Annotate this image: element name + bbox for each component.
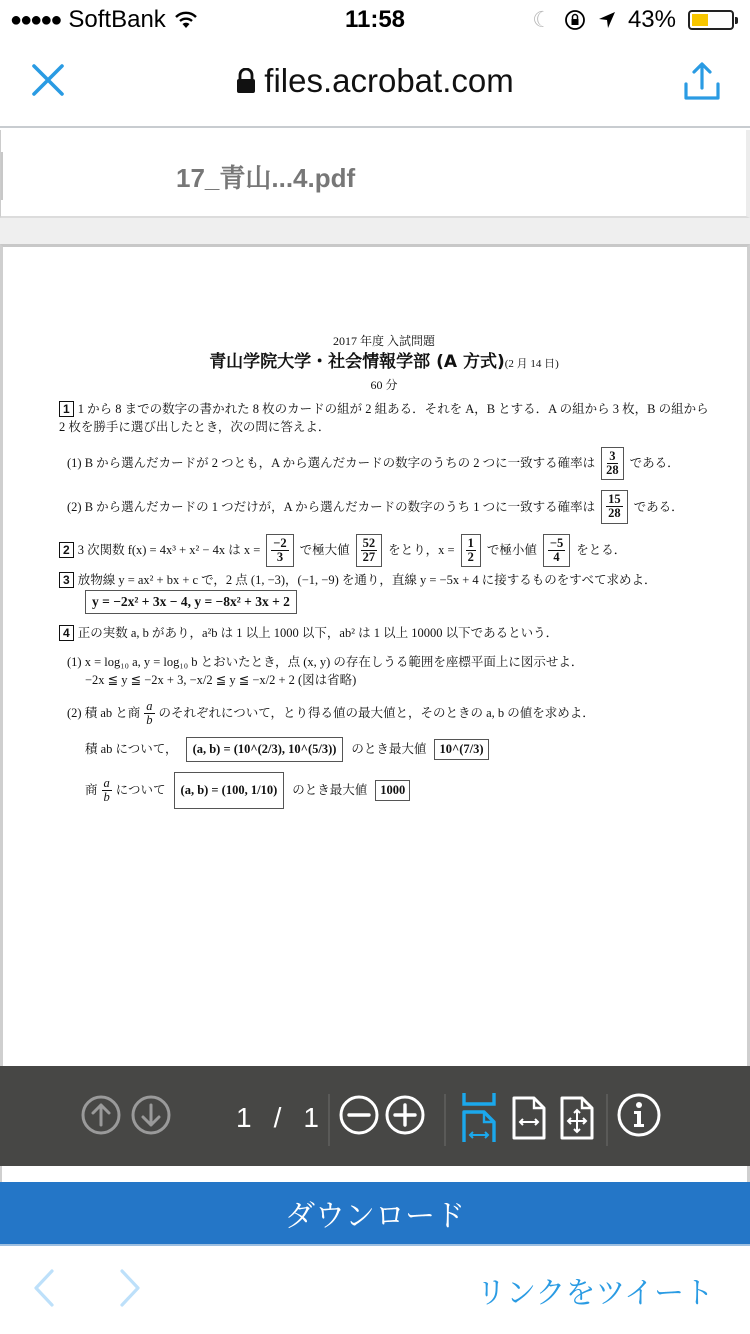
battery-icon — [688, 10, 734, 30]
sub-question-text: のそれぞれについて，とり得る値の最大値と，そのときの a, b の値を求めよ． — [158, 706, 595, 721]
signal-strength-icon: ●●●●● — [10, 8, 61, 31]
zoom-out-icon[interactable] — [338, 1094, 380, 1136]
fraction-numerator: a — [103, 775, 110, 790]
lock-icon — [236, 68, 256, 94]
forward-icon[interactable] — [118, 1268, 144, 1308]
answer-text: のとき最大値 — [351, 742, 427, 757]
question-4 — [59, 624, 709, 643]
question-number: 3 — [59, 572, 74, 588]
fraction-numerator: 3 — [609, 449, 616, 463]
question-text: 3 次関数 f(x) = 4x³ + x² − 4x は x = — [77, 542, 261, 557]
fraction-denominator: b — [146, 713, 153, 728]
fraction-denominator: 4 — [553, 549, 560, 564]
fraction-denominator: 3 — [276, 549, 284, 564]
answer-box: 10^(7/3) — [434, 739, 488, 760]
url-text: files.acrobat.com — [264, 62, 514, 99]
answer-label: 積 ab について， — [85, 742, 178, 757]
question-number: 4 — [59, 625, 74, 641]
divider — [1, 152, 3, 200]
divider — [328, 1094, 330, 1146]
question-4-1: (1) x = log₁₀ a, y = log₁₀ b とおいたとき，点 (x, y) の存在しうる範囲を座標平面上に図示せよ． — [67, 654, 584, 669]
sub-question-tail: である． — [633, 499, 684, 514]
answer-box: y = −2x² + 3x − 4, y = −8x² + 3x + 2 — [85, 590, 297, 614]
battery-level — [692, 14, 708, 26]
question-3 — [59, 571, 709, 590]
carrier-name: SoftBank — [68, 6, 166, 33]
answer-box: 1000 — [375, 780, 410, 801]
question-text: で極大値 — [299, 542, 350, 557]
page-indicator — [236, 1102, 323, 1134]
status-bar — [0, 0, 750, 40]
question-text: 正の実数 a, b があり，a²b は 1 以上 1000 以下，ab² は 1 以上 10000 以下であるという． — [77, 625, 559, 640]
fraction-denominator: 28 — [606, 463, 619, 478]
battery-percent: 43% — [627, 6, 676, 33]
question-text: をとる． — [576, 542, 627, 557]
question-3-answer — [85, 590, 709, 614]
question-text: をとり，x = — [388, 542, 455, 557]
fraction-numerator: 15 — [608, 492, 621, 507]
next-page-icon[interactable] — [130, 1094, 172, 1136]
answer-box: (a, b) = (10^(2/3), 10^(5/3)) — [186, 737, 344, 762]
fit-width-icon[interactable] — [512, 1096, 546, 1140]
document-content — [59, 332, 709, 809]
question-text: 放物線 y = ax² + bx + c で，2 点 (1, −3)，(−1, −9) を通り，直線 y = −5x + 4 に接するものをすべて求めよ． — [77, 572, 657, 587]
fraction-numerator: 52 — [362, 535, 376, 550]
clock: 11:58 — [344, 6, 406, 33]
sub-question-tail: である． — [629, 456, 680, 471]
tweet-link-button[interactable]: リンクをツイート — [476, 1277, 714, 1310]
browser-nav-bar — [0, 40, 750, 128]
answer-box — [356, 534, 383, 567]
question-1 — [59, 400, 709, 438]
previous-page-icon[interactable] — [80, 1094, 122, 1136]
question-text: 1 から 8 までの数字の書かれた 8 枚のカードの組が 2 組ある．それを A，B とする．A の組から 3 枚，B の組から 2 枚を勝手に選び出したとき，次の問に答えよ． — [59, 401, 709, 435]
fraction-numerator: a — [146, 699, 153, 713]
status-right — [532, 6, 734, 34]
doc-title — [59, 350, 709, 376]
zoom-in-icon[interactable] — [384, 1094, 426, 1136]
pdf-toolbar — [0, 1066, 750, 1166]
fraction-denominator: 28 — [608, 506, 621, 521]
page-separator: / — [273, 1102, 286, 1133]
current-page: 1 — [236, 1102, 256, 1133]
info-icon[interactable] — [616, 1092, 662, 1138]
divider — [606, 1094, 608, 1146]
fraction-denominator: 2 — [467, 549, 474, 564]
fraction-denominator: 27 — [362, 549, 376, 564]
answer-box — [461, 534, 481, 567]
file-header — [0, 130, 750, 218]
pdf-page[interactable] — [0, 244, 750, 1068]
doc-date: (2 月 14 日) — [504, 358, 559, 370]
sub-question-text: (1) B から選んだカードが 2 つとも，A から選んだカードの数字のうちの 2 つに一致する確率は — [67, 456, 596, 471]
url-display — [0, 62, 750, 100]
divider — [444, 1094, 446, 1146]
question-text: で極小値 — [486, 542, 537, 557]
doc-header-year: 2017 年度 入試問題 — [332, 334, 435, 348]
question-number: 2 — [59, 542, 74, 558]
answer-label: について — [115, 783, 166, 797]
answer-box — [266, 534, 293, 567]
back-icon[interactable] — [30, 1268, 56, 1308]
quotient-answer-line — [85, 772, 709, 809]
share-icon[interactable] — [682, 62, 722, 102]
download-button[interactable]: ダウンロード — [0, 1182, 750, 1246]
viewer-gap — [0, 218, 750, 244]
fraction-numerator: −2 — [273, 535, 287, 550]
answer-text: のとき最大値 — [292, 783, 368, 797]
doc-title-text: 青山学院大学・社会情報学部 (A 方式) — [209, 352, 505, 372]
fit-page-icon[interactable] — [560, 1096, 594, 1140]
total-pages: 1 — [303, 1102, 323, 1133]
location-icon — [598, 11, 616, 29]
question-4-1-answer: −2x ≦ y ≦ −2x + 3, −x/2 ≦ y ≦ −x/2 + 2 (図は省略) — [85, 673, 357, 688]
doc-time-limit: 60 分 — [370, 377, 398, 392]
sub-question-text: (2) 積 ab と商 — [67, 706, 141, 721]
question-1-1 — [67, 447, 709, 480]
answer-label: 商 — [85, 783, 98, 797]
continuous-scroll-icon[interactable] — [462, 1092, 496, 1142]
product-answer-line — [85, 737, 709, 762]
question-4-2 — [67, 700, 709, 727]
answer-box — [601, 447, 624, 480]
frame-edge — [0, 1166, 2, 1182]
sub-question-text: (2) B から選んだカードの 1 つだけが，A から選んだカードの数字のうち 1 つに一致する確率は — [67, 499, 596, 514]
fraction-numerator: 1 — [467, 535, 474, 550]
question-2 — [59, 534, 709, 567]
question-1-2 — [67, 490, 709, 523]
fraction-denominator: b — [103, 789, 110, 804]
answer-box — [601, 490, 628, 523]
file-name: 17_青山...4.pdf — [176, 163, 356, 193]
do-not-disturb-icon: ☾ — [532, 7, 552, 32]
fraction-numerator: −5 — [549, 535, 564, 550]
browser-bottom-bar — [0, 1248, 750, 1334]
rotation-lock-icon — [564, 9, 586, 31]
question-number: 1 — [59, 401, 74, 417]
answer-box — [543, 534, 570, 567]
answer-box: (a, b) = (100, 1/10) — [174, 772, 285, 809]
